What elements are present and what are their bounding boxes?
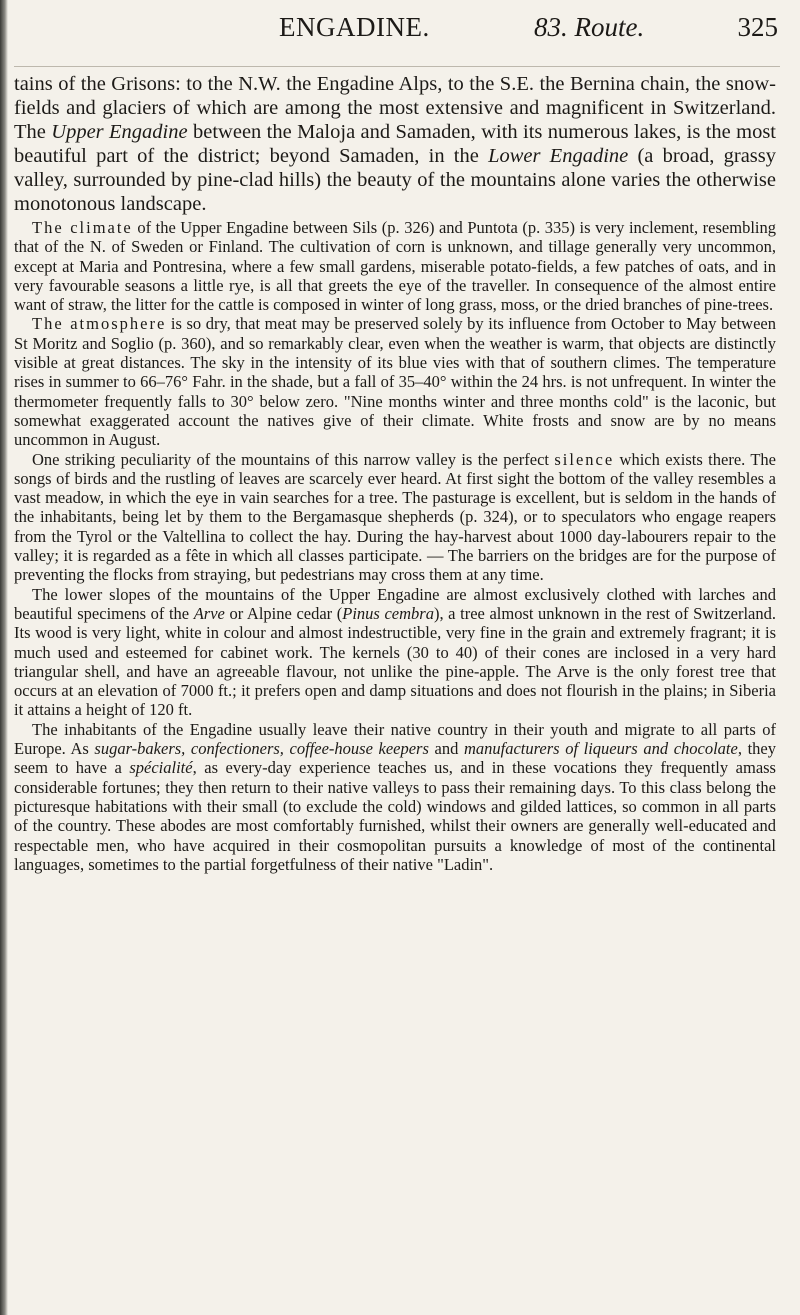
book-page — [14, 8, 780, 1308]
slopes-text-c: ), a tree almost unknown in the rest of Switzerland. Its wood is very light, white in colour and almost indestructible, very fine in the grain and extremely fragrant; it is much used and esteemed for cabinet work. The kernels (30 to 40) of their cones are inclosed in a very hard triangular shell, and have an agreeable flavour, not unlike the pine-apple. The Arve is the only forest tree that occurs at an elevation of 7000 ft.; it prefers open and damp situations and does not flourish in the plains; in Siberia it attains a height of 120 ft. — [14, 603, 777, 720]
paragraph-slopes — [14, 585, 776, 720]
inhabitants-text-a: The inhabitants of the Engadine usually leave their native country in their youth and migrate to all parts of Europe. As — [14, 719, 776, 759]
intro-text-b: between the Maloja and Samaden, with its numerous lakes, is the most beautiful part of the district; beyond Samaden, in the — [14, 121, 777, 167]
climate-text: of the Upper Engadine between Sils (p. 326) and Puntota (p. 335) is very inclement, resembling that of the N. of Sweden or Finland. The cultivation of corn is unknown, and tillage generally very uncommon, except at Maria and Pontresina, where a few small gardens, miserable potato-fields, a few patches of oats, and in very favourable seasons a little rye, is all that greets the eye of the traveller. In consequence of the almost entire want of straw, the litter for the cattle is composed in winter of long grass, moss, or the dried branches of pine-trees. — [14, 218, 776, 315]
inhabitants-text-b: and — [428, 739, 464, 759]
running-head — [14, 8, 780, 67]
climate-heading: The climate — [32, 218, 133, 237]
upper-engadine-term: Upper Engadine — [51, 121, 188, 143]
running-head-route: 83. Route. — [534, 12, 645, 42]
inhabitants-text-d: , as every-day experience teaches us, and in these vocations they frequently amass considerable fortunes; they then return to their native valleys to pass their remaining days. To this class belong the picturesque habitations with their small (to exclude the cold) windows and gilded lattices, so common in all parts of the country. These abodes are most comfortably furnished, whilst their owners are generally well-educated and respectable men, who have acquired in their cosmopolitan pursuits a knowledge of most of the continental languages, sometimes to the partial forgetfulness of their native "Ladin". — [14, 758, 776, 874]
trades-term: sugar-bakers, confectioners, coffee-house keepers — [94, 739, 429, 759]
slopes-text-a: The lower slopes of the mountains of the Upper Engadine are almost exclusively clothed with larches and beautiful specimens of the — [14, 584, 776, 623]
paragraph-intro — [14, 72, 776, 216]
running-head-title: ENGADINE. — [279, 12, 430, 42]
atmosphere-heading: The atmosphere — [32, 314, 167, 334]
intro-text-a: tains of the Grisons: to the N.W. the Engadine Alps, to the S.E. the Bernina chain, the snow-fields and glaciers of which are among the most extensive and magnificent in Switzerland. The — [14, 73, 776, 143]
silence-term: silence — [554, 449, 615, 469]
body-text — [14, 72, 776, 874]
page-number: 325 — [737, 12, 778, 42]
arve-term: Arve — [193, 603, 225, 623]
slopes-text-b: or Alpine cedar ( — [224, 603, 343, 623]
book-binding-edge — [0, 0, 8, 1315]
silence-text-b: which exists there. The songs of birds and the rustling of leaves are scarcely ever heard. At first sight the bottom of the valley resembles a vast meadow, in which the eye in vain searches for a tree. The pasturage is excellent, but is seldom in the hands of the inhabitants, being let by them to the Bergamasque shepherds (p. 324), or to speculators who engage reapers from the Tyrol or the Valtellina to collect the hay. During the hay-harvest about 1000 day-labourers repair to the valley; it is regarded as a fête in which all classes participate. — The barriers on the bridges are for the purpose of preventing the flocks from straying, but pedestrians may cross them at any time. — [14, 449, 776, 585]
lower-engadine-term: Lower Engadine — [488, 145, 629, 167]
paragraph-inhabitants — [14, 720, 776, 874]
inhabitants-text-c: , they seem to have a — [14, 739, 776, 778]
silence-text-a: One striking peculiarity of the mountains of this narrow valley is the perfect — [32, 449, 555, 469]
manufacturers-term: manufacturers of liqueurs and chocolate — [463, 739, 738, 759]
pinus-cembra-term: Pinus cembra — [342, 603, 434, 623]
paragraph-climate — [14, 218, 776, 314]
atmosphere-text: is so dry, that meat may be preserved solely by its influence from October to May between St Moritz and Soglio (p. 360), and so remarkably clear, even when the weather is warm, that objects are distinctly visible at great distances. The sky in the intensity of its blue vies with that of southern climes. The temperature rises in summer to 66–76° Fahr. in the shade, but a fall of 35–40° within the 24 hrs. is not unfrequent. In winter the thermometer frequently falls to 30° below zero. "Nine months winter and three months cold" is the laconic, but somewhat exaggerated account the natives give of their climate. White frosts and snow are by no means uncommon in August. — [14, 314, 776, 450]
paragraph-silence — [14, 450, 776, 585]
specialite-term: spécialité — [129, 758, 193, 778]
intro-text-c: (a broad, grassy valley, surrounded by pine-clad hills) the beauty of the mountains alone varies the otherwise monotonous landscape. — [14, 145, 777, 215]
paragraph-atmosphere — [14, 314, 776, 449]
